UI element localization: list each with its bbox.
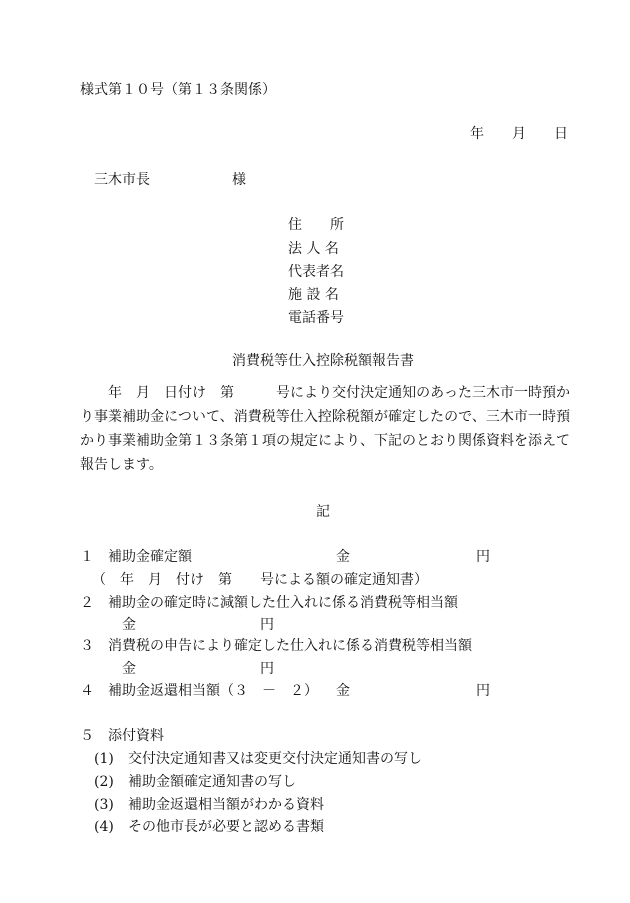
body-paragraph xyxy=(80,381,570,477)
item4-label: 補助金返還相当額（３ － ２） xyxy=(108,683,318,699)
item3-kin: 金 xyxy=(122,661,136,677)
item3-number: ３ xyxy=(80,638,94,654)
item1-yen: 円 xyxy=(476,549,490,565)
field-corporation-label: 法 人 名 xyxy=(288,241,339,257)
item4-kin: 金 xyxy=(336,683,350,699)
field-facility-label: 施 設 名 xyxy=(288,287,339,303)
date-year: 年 xyxy=(470,126,484,142)
item3-label: 消費税の申告により確定した仕入れに係る消費税等相当額 xyxy=(108,638,472,654)
attachment-2-number: (2) xyxy=(94,774,114,790)
body-date-part: 年 月 日付け 第 xyxy=(108,385,235,401)
field-address-label: 住 所 xyxy=(288,217,344,233)
item2-yen: 円 xyxy=(260,617,274,633)
item1-kin: 金 xyxy=(336,549,350,565)
document-title: 消費税等仕入控除税額報告書 xyxy=(232,353,414,369)
item2-kin: 金 xyxy=(122,617,136,633)
attachment-1-number: (1) xyxy=(94,751,114,767)
date-day: 日 xyxy=(554,126,568,142)
attachment-4-number: (4) xyxy=(94,819,114,835)
attachment-2-text: 補助金額確定通知書の写し xyxy=(128,774,296,790)
attachment-3-number: (3) xyxy=(94,797,114,813)
attachment-3-text: 補助金返還相当額がわかる資料 xyxy=(128,797,324,813)
item4-yen: 円 xyxy=(476,683,490,699)
date-month: 月 xyxy=(512,126,526,142)
item1-number: １ xyxy=(80,549,94,565)
item4-number: ４ xyxy=(80,683,94,699)
item3-yen: 円 xyxy=(260,661,274,677)
item2-number: ２ xyxy=(80,595,94,611)
item1-label: 補助金確定額 xyxy=(108,549,192,565)
addressee: 三木市長 xyxy=(94,172,150,188)
item5-label: 添付資料 xyxy=(108,728,164,744)
item2-label: 補助金の確定時に減額した仕入れに係る消費税等相当額 xyxy=(108,595,458,611)
body-text: 号により交付決定通知のあった三木市一時預かり事業補助金について、消費税等仕入控除税額が確定したので、三木市一時預かり事業補助金第１３条第１項の規定により、下記のとおり関係資料を添えて報告します。 xyxy=(80,385,571,473)
ki-heading: 記 xyxy=(316,504,330,520)
attachment-1-text: 交付決定通知書又は変更交付決定通知書の写し xyxy=(128,751,422,767)
field-representative-label: 代表者名 xyxy=(288,264,344,280)
attachment-4-text: その他市長が必要と認める書類 xyxy=(128,819,324,835)
item5-number: ５ xyxy=(80,728,94,744)
addressee-honorific: 様 xyxy=(232,172,246,188)
item1-subnote: （ 年 月 付け 第 号による額の確定通知書） xyxy=(92,572,428,588)
form-number: 様式第１０号（第１３条関係） xyxy=(80,82,276,98)
field-phone-label: 電話番号 xyxy=(288,310,344,326)
